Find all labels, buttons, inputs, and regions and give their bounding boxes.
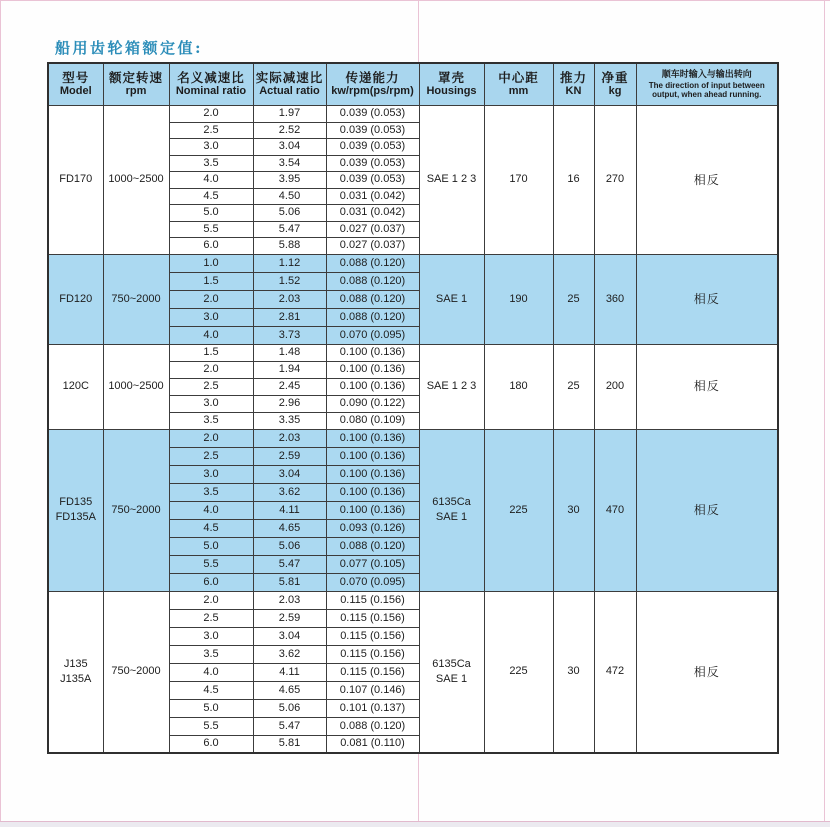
housings-cell: 6135Ca SAE 1 xyxy=(419,591,484,753)
net-weight-cell: 472 xyxy=(594,591,636,753)
net-weight-cell: 200 xyxy=(594,344,636,429)
rated-speed-cell: 750~2000 xyxy=(103,591,169,753)
model-cell: J135 J135A xyxy=(48,591,103,753)
nominal-ratio-cell: 2.0 xyxy=(169,591,253,609)
nominal-ratio-cell: 2.0 xyxy=(169,106,253,123)
actual-ratio-cell: 5.06 xyxy=(253,699,326,717)
actual-ratio-cell: 3.04 xyxy=(253,627,326,645)
actual-ratio-cell: 1.94 xyxy=(253,361,326,378)
actual-ratio-cell: 4.50 xyxy=(253,188,326,205)
rated-speed-cell: 750~2000 xyxy=(103,429,169,591)
nominal-ratio-cell: 3.5 xyxy=(169,155,253,172)
nominal-ratio-cell: 3.0 xyxy=(169,465,253,483)
capacity-cell: 0.107 (0.146) xyxy=(326,681,419,699)
actual-ratio-cell: 3.73 xyxy=(253,326,326,344)
nominal-ratio-cell: 6.0 xyxy=(169,735,253,753)
nominal-ratio-cell: 1.5 xyxy=(169,272,253,290)
actual-ratio-cell: 5.81 xyxy=(253,735,326,753)
capacity-cell: 0.039 (0.053) xyxy=(326,122,419,139)
header-center-distance: 中心距 mm xyxy=(484,63,553,106)
header-thrust: 推力 KN xyxy=(553,63,594,106)
capacity-cell: 0.100 (0.136) xyxy=(326,378,419,395)
actual-ratio-cell: 2.03 xyxy=(253,290,326,308)
capacity-cell: 0.027 (0.037) xyxy=(326,238,419,255)
nominal-ratio-cell: 4.5 xyxy=(169,519,253,537)
actual-ratio-cell: 5.81 xyxy=(253,573,326,591)
nominal-ratio-cell: 3.5 xyxy=(169,412,253,429)
capacity-cell: 0.101 (0.137) xyxy=(326,699,419,717)
capacity-cell: 0.088 (0.120) xyxy=(326,290,419,308)
capacity-cell: 0.088 (0.120) xyxy=(326,254,419,272)
actual-ratio-cell: 2.52 xyxy=(253,122,326,139)
center-distance-cell: 180 xyxy=(484,344,553,429)
nominal-ratio-cell: 3.0 xyxy=(169,627,253,645)
direction-cell: 相反 xyxy=(636,254,778,344)
nominal-ratio-cell: 2.0 xyxy=(169,429,253,447)
header-nominal-ratio: 名义减速比 Nominal ratio xyxy=(169,63,253,106)
actual-ratio-cell: 5.47 xyxy=(253,555,326,573)
actual-ratio-cell: 3.95 xyxy=(253,172,326,189)
capacity-cell: 0.115 (0.156) xyxy=(326,627,419,645)
capacity-cell: 0.070 (0.095) xyxy=(326,573,419,591)
thrust-cell: 25 xyxy=(553,344,594,429)
thrust-cell: 30 xyxy=(553,591,594,753)
net-weight-cell: 470 xyxy=(594,429,636,591)
capacity-cell: 0.039 (0.053) xyxy=(326,172,419,189)
page-title: 船用齿轮箱额定值: xyxy=(55,39,204,57)
direction-cell: 相反 xyxy=(636,106,778,255)
actual-ratio-cell: 5.47 xyxy=(253,717,326,735)
actual-ratio-cell: 1.97 xyxy=(253,106,326,123)
net-weight-cell: 270 xyxy=(594,106,636,255)
capacity-cell: 0.039 (0.053) xyxy=(326,155,419,172)
nominal-ratio-cell: 6.0 xyxy=(169,238,253,255)
actual-ratio-cell: 2.59 xyxy=(253,447,326,465)
capacity-cell: 0.100 (0.136) xyxy=(326,465,419,483)
capacity-cell: 0.100 (0.136) xyxy=(326,344,419,361)
nominal-ratio-cell: 2.5 xyxy=(169,122,253,139)
actual-ratio-cell: 5.47 xyxy=(253,221,326,238)
actual-ratio-cell: 2.81 xyxy=(253,308,326,326)
thrust-cell: 25 xyxy=(553,254,594,344)
model-cell: FD135 FD135A xyxy=(48,429,103,591)
nominal-ratio-cell: 5.0 xyxy=(169,699,253,717)
actual-ratio-cell: 3.04 xyxy=(253,139,326,156)
nominal-ratio-cell: 4.5 xyxy=(169,681,253,699)
capacity-cell: 0.031 (0.042) xyxy=(326,188,419,205)
nominal-ratio-cell: 3.5 xyxy=(169,483,253,501)
nominal-ratio-cell: 2.5 xyxy=(169,609,253,627)
actual-ratio-cell: 3.62 xyxy=(253,483,326,501)
direction-cell: 相反 xyxy=(636,591,778,753)
capacity-cell: 0.100 (0.136) xyxy=(326,483,419,501)
nominal-ratio-cell: 2.0 xyxy=(169,361,253,378)
actual-ratio-cell: 4.11 xyxy=(253,501,326,519)
capacity-cell: 0.088 (0.120) xyxy=(326,308,419,326)
actual-ratio-cell: 5.06 xyxy=(253,205,326,222)
capacity-cell: 0.100 (0.136) xyxy=(326,447,419,465)
nominal-ratio-cell: 4.5 xyxy=(169,188,253,205)
capacity-cell: 0.088 (0.120) xyxy=(326,717,419,735)
capacity-cell: 0.090 (0.122) xyxy=(326,395,419,412)
nominal-ratio-cell: 4.0 xyxy=(169,663,253,681)
nominal-ratio-cell: 3.5 xyxy=(169,645,253,663)
gearbox-ratings-table xyxy=(47,62,779,754)
nominal-ratio-cell: 5.5 xyxy=(169,717,253,735)
center-distance-cell: 170 xyxy=(484,106,553,255)
capacity-cell: 0.077 (0.105) xyxy=(326,555,419,573)
capacity-cell: 0.100 (0.136) xyxy=(326,429,419,447)
table-body xyxy=(48,106,778,754)
thrust-cell: 16 xyxy=(553,106,594,255)
header-net-weight: 净重 kg xyxy=(594,63,636,106)
actual-ratio-cell: 2.96 xyxy=(253,395,326,412)
capacity-cell: 0.080 (0.109) xyxy=(326,412,419,429)
nominal-ratio-cell: 2.5 xyxy=(169,378,253,395)
capacity-cell: 0.100 (0.136) xyxy=(326,501,419,519)
nominal-ratio-cell: 1.0 xyxy=(169,254,253,272)
direction-cell: 相反 xyxy=(636,429,778,591)
model-cell: 120C xyxy=(48,344,103,429)
capacity-cell: 0.115 (0.156) xyxy=(326,645,419,663)
capacity-cell: 0.093 (0.126) xyxy=(326,519,419,537)
page-guide-line-left xyxy=(0,0,1,826)
actual-ratio-cell: 1.48 xyxy=(253,344,326,361)
net-weight-cell: 360 xyxy=(594,254,636,344)
capacity-cell: 0.039 (0.053) xyxy=(326,106,419,123)
nominal-ratio-cell: 5.5 xyxy=(169,555,253,573)
capacity-cell: 0.115 (0.156) xyxy=(326,663,419,681)
nominal-ratio-cell: 6.0 xyxy=(169,573,253,591)
capacity-cell: 0.027 (0.037) xyxy=(326,221,419,238)
actual-ratio-cell: 4.65 xyxy=(253,681,326,699)
capacity-cell: 0.115 (0.156) xyxy=(326,609,419,627)
direction-cell: 相反 xyxy=(636,344,778,429)
actual-ratio-cell: 4.65 xyxy=(253,519,326,537)
ratio-row xyxy=(48,591,778,609)
rated-speed-cell: 750~2000 xyxy=(103,254,169,344)
capacity-cell: 0.115 (0.156) xyxy=(326,591,419,609)
nominal-ratio-cell: 5.5 xyxy=(169,221,253,238)
capacity-cell: 0.081 (0.110) xyxy=(326,735,419,753)
actual-ratio-cell: 2.45 xyxy=(253,378,326,395)
header-model: 型号 Model xyxy=(48,63,103,106)
capacity-cell: 0.070 (0.095) xyxy=(326,326,419,344)
actual-ratio-cell: 3.54 xyxy=(253,155,326,172)
header-actual-ratio: 实际减速比 Actual ratio xyxy=(253,63,326,106)
thrust-cell: 30 xyxy=(553,429,594,591)
header-capacity: 传递能力 kw/rpm(ps/rpm) xyxy=(326,63,419,106)
header-rated-speed: 额定转速 rpm xyxy=(103,63,169,106)
capacity-cell: 0.100 (0.136) xyxy=(326,361,419,378)
center-distance-cell: 225 xyxy=(484,591,553,753)
actual-ratio-cell: 3.04 xyxy=(253,465,326,483)
center-distance-cell: 190 xyxy=(484,254,553,344)
model-cell: FD170 xyxy=(48,106,103,255)
actual-ratio-cell: 1.52 xyxy=(253,272,326,290)
header-row xyxy=(48,63,778,106)
actual-ratio-cell: 2.59 xyxy=(253,609,326,627)
nominal-ratio-cell: 4.0 xyxy=(169,326,253,344)
actual-ratio-cell: 1.12 xyxy=(253,254,326,272)
actual-ratio-cell: 2.03 xyxy=(253,591,326,609)
capacity-cell: 0.039 (0.053) xyxy=(326,139,419,156)
rated-speed-cell: 1000~2500 xyxy=(103,106,169,255)
capacity-cell: 0.088 (0.120) xyxy=(326,537,419,555)
actual-ratio-cell: 5.88 xyxy=(253,238,326,255)
capacity-cell: 0.088 (0.120) xyxy=(326,272,419,290)
actual-ratio-cell: 2.03 xyxy=(253,429,326,447)
housings-cell: SAE 1 2 3 xyxy=(419,344,484,429)
page-bottom-edge xyxy=(0,821,830,827)
ratio-row xyxy=(48,254,778,272)
actual-ratio-cell: 3.35 xyxy=(253,412,326,429)
page-guide-line-top xyxy=(0,0,830,1)
housings-cell: 6135Ca SAE 1 xyxy=(419,429,484,591)
ratio-row xyxy=(48,344,778,361)
housings-cell: SAE 1 2 3 xyxy=(419,106,484,255)
nominal-ratio-cell: 3.0 xyxy=(169,395,253,412)
actual-ratio-cell: 3.62 xyxy=(253,645,326,663)
nominal-ratio-cell: 3.0 xyxy=(169,139,253,156)
nominal-ratio-cell: 1.5 xyxy=(169,344,253,361)
ratio-row xyxy=(48,106,778,123)
actual-ratio-cell: 4.11 xyxy=(253,663,326,681)
center-distance-cell: 225 xyxy=(484,429,553,591)
rated-speed-cell: 1000~2500 xyxy=(103,344,169,429)
nominal-ratio-cell: 5.0 xyxy=(169,205,253,222)
nominal-ratio-cell: 2.5 xyxy=(169,447,253,465)
capacity-cell: 0.031 (0.042) xyxy=(326,205,419,222)
page-guide-line-right xyxy=(824,0,825,826)
housings-cell: SAE 1 xyxy=(419,254,484,344)
nominal-ratio-cell: 3.0 xyxy=(169,308,253,326)
nominal-ratio-cell: 5.0 xyxy=(169,537,253,555)
nominal-ratio-cell: 4.0 xyxy=(169,172,253,189)
header-housings: 罩壳 Housings xyxy=(419,63,484,106)
ratio-row xyxy=(48,429,778,447)
nominal-ratio-cell: 4.0 xyxy=(169,501,253,519)
actual-ratio-cell: 5.06 xyxy=(253,537,326,555)
nominal-ratio-cell: 2.0 xyxy=(169,290,253,308)
model-cell: FD120 xyxy=(48,254,103,344)
header-direction: 顺车时输入与输出转向 The direction of input between output, when ahead running. xyxy=(636,63,778,106)
